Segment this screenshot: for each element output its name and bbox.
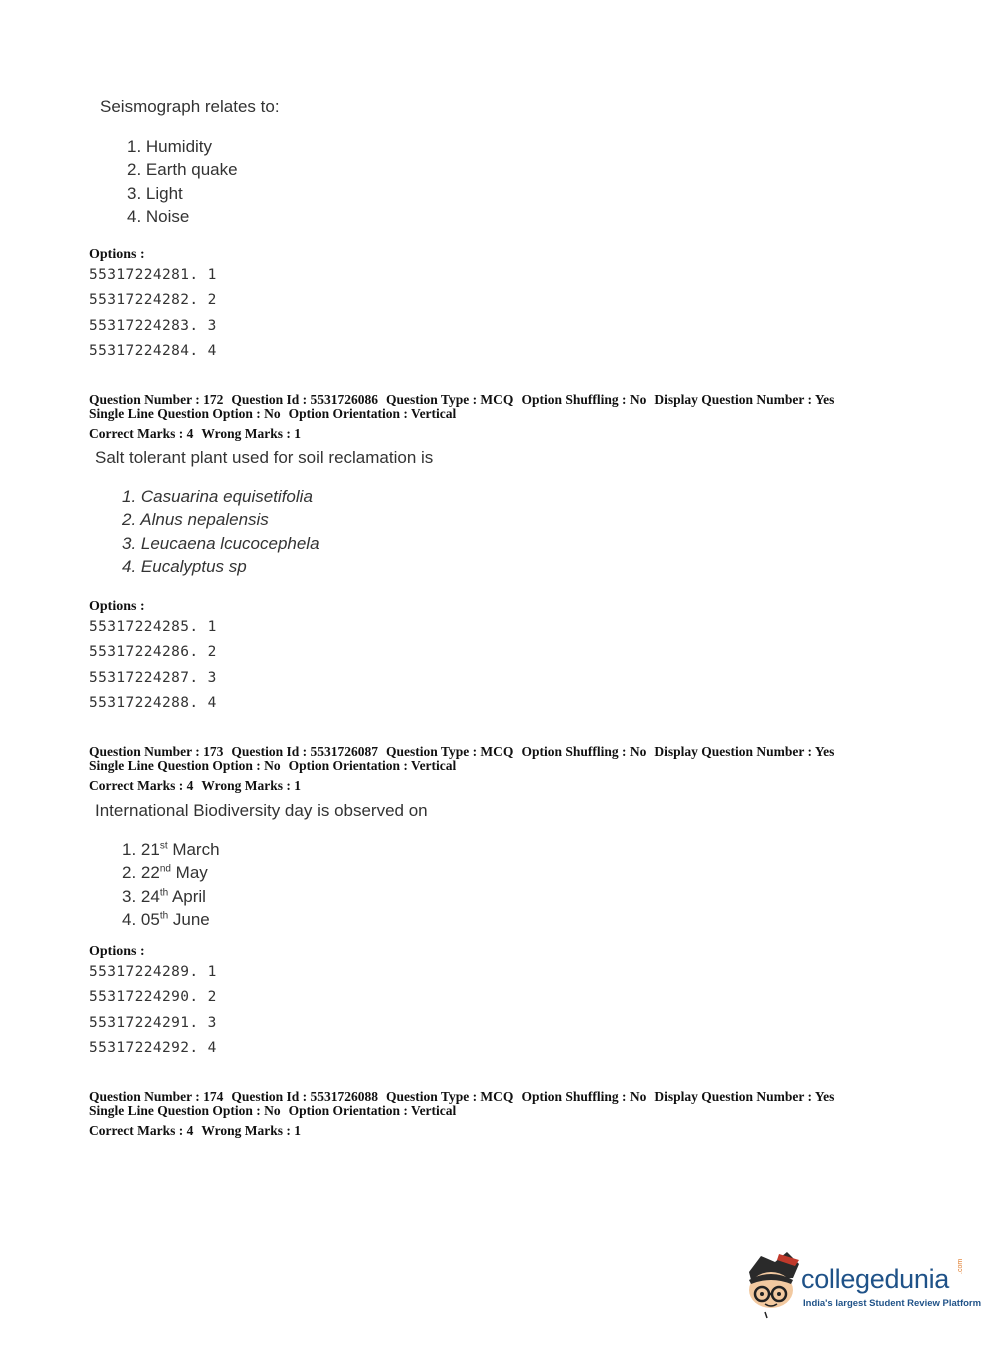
- choice: 1. Humidity: [127, 137, 213, 156]
- meta-field: Single Line Question Option : No: [89, 1103, 281, 1118]
- question-173-options: [89, 960, 217, 1061]
- option-item: 55317224291. 3: [89, 1014, 217, 1031]
- question-173-marks: [89, 778, 309, 793]
- choice: 2. Alnus nepalensis: [122, 510, 269, 530]
- meta-field: Display Question Number : Yes: [654, 744, 835, 759]
- option-item: 55317224283. 3: [89, 317, 217, 334]
- option-item: 55317224284. 4: [89, 342, 217, 359]
- question-171-choices: [127, 135, 238, 228]
- meta-field: Display Question Number : Yes: [654, 392, 835, 407]
- option-item: 55317224292. 4: [89, 1039, 217, 1056]
- question-172-marks: [89, 426, 309, 441]
- logo-domain: .com: [957, 1258, 964, 1274]
- meta-field: Wrong Marks : 1: [201, 426, 301, 441]
- options-label: Options :: [89, 599, 145, 614]
- option-item: 55317224288. 4: [89, 694, 217, 711]
- meta-field: Question Number : 174: [89, 1089, 224, 1104]
- meta-field: Question Type : MCQ: [386, 1089, 514, 1104]
- question-172-choices: [122, 485, 320, 578]
- collegedunia-logo: [741, 1250, 982, 1320]
- choice: 3. Leucaena lcucocephela: [122, 533, 320, 553]
- meta-field: Correct Marks : 4: [89, 426, 194, 441]
- meta-field: Question Id : 5531726087: [231, 744, 379, 759]
- logo-wordmark: collegedunia: [801, 1264, 950, 1294]
- meta-field: Single Line Question Option : No: [89, 406, 281, 421]
- mascot-icon: [741, 1250, 803, 1320]
- meta-field: Option Orientation : Vertical: [288, 758, 457, 773]
- question-171-options: [89, 263, 217, 364]
- meta-field: Option Orientation : Vertical: [288, 406, 457, 421]
- question-172-meta-line-2: [89, 406, 464, 421]
- option-item: 55317224289. 1: [89, 964, 217, 980]
- option-item: 55317224290. 2: [89, 989, 217, 1006]
- question-174-meta-line-2: [89, 1103, 464, 1118]
- option-item: 55317224285. 1: [89, 619, 217, 635]
- meta-field: Option Shuffling : No: [521, 1089, 647, 1104]
- meta-field: Option Shuffling : No: [521, 392, 647, 407]
- option-item: 55317224287. 3: [89, 669, 217, 686]
- meta-field: Display Question Number : Yes: [654, 1089, 835, 1104]
- meta-field: Option Orientation : Vertical: [288, 1103, 457, 1118]
- question-174-meta-line-1: [89, 1089, 842, 1104]
- options-label: Options :: [89, 247, 145, 262]
- logo-tagline: India's largest Student Review Platform: [803, 1298, 982, 1309]
- choice: 1. Casuarina equisetifolia: [122, 487, 313, 506]
- question-171-stem: Seismograph relates to:: [100, 97, 280, 116]
- meta-field: Option Shuffling : No: [521, 744, 647, 759]
- choice: 2. 22nd May: [122, 863, 208, 883]
- meta-field: Correct Marks : 4: [89, 1123, 194, 1138]
- question-173-meta-line-1: [89, 744, 842, 759]
- meta-field: Question Id : 5531726088: [231, 1089, 379, 1104]
- options-label: Options :: [89, 944, 145, 959]
- choice: 4. 05th June: [122, 909, 210, 929]
- meta-field: Single Line Question Option : No: [89, 758, 281, 773]
- meta-field: Question Number : 173: [89, 744, 224, 759]
- choice: 3. Light: [127, 183, 183, 203]
- choice: 1. 21st March: [122, 840, 220, 859]
- meta-field: Question Number : 172: [89, 392, 224, 407]
- choice: 3. 24th April: [122, 886, 206, 906]
- option-item: 55317224281. 1: [89, 267, 217, 283]
- meta-field: Wrong Marks : 1: [201, 1123, 301, 1138]
- option-item: 55317224286. 2: [89, 644, 217, 661]
- choice: 4. Eucalyptus sp: [122, 556, 247, 576]
- question-173-meta-line-2: [89, 758, 464, 773]
- question-173-stem: International Biodiversity day is observed on: [95, 801, 428, 820]
- choice: 4. Noise: [127, 206, 190, 226]
- question-174-marks: [89, 1123, 309, 1138]
- meta-field: Correct Marks : 4: [89, 778, 194, 793]
- meta-field: Wrong Marks : 1: [201, 778, 301, 793]
- choice: 2. Earth quake: [127, 160, 238, 180]
- option-item: 55317224282. 2: [89, 292, 217, 309]
- meta-field: Question Type : MCQ: [386, 392, 514, 407]
- meta-field: Question Id : 5531726086: [231, 392, 379, 407]
- question-173-choices: [122, 838, 220, 931]
- meta-field: Question Type : MCQ: [386, 744, 514, 759]
- question-172-stem: Salt tolerant plant used for soil reclamation is: [95, 448, 434, 467]
- question-172-meta-line-1: [89, 392, 842, 407]
- question-172-options: [89, 615, 217, 716]
